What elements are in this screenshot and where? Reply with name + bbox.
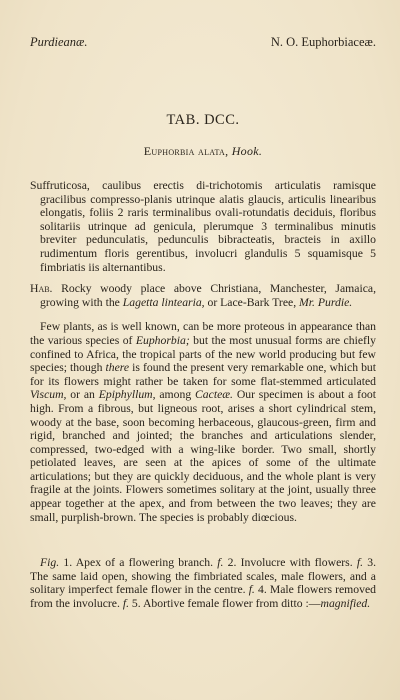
observation-text: among [159, 388, 192, 402]
habitat-text: Rocky woody place above Christiana, Manchester, Jamaica, growing with the [40, 282, 376, 309]
fig-label: Fig. [40, 556, 60, 570]
figure-explanation [30, 556, 376, 610]
running-head-right: N. O. Euphorbiaceæ. [270, 35, 376, 49]
species-name: Euphorbia alata, [143, 144, 229, 158]
species-heading [30, 144, 376, 159]
figure-text: 1. Apex of a flowering branch. [63, 556, 214, 570]
figure-text: 2. Involucre with flowers. [227, 556, 353, 570]
fig-label: f. [217, 556, 224, 570]
observation-italic: Cacteæ. [195, 388, 233, 402]
fig-label: f. [356, 556, 364, 570]
figure-text: 4. Male flowers removed from the involucre. [30, 583, 376, 611]
running-head [30, 34, 376, 50]
figure-text: 5. Abortive female flower from ditto :— [131, 597, 321, 611]
magnified-note: magnified. [320, 597, 371, 611]
plate-title: TAB. DCC. [166, 112, 240, 128]
observation-italic: Viscum, [30, 388, 67, 402]
observation-text: but the most unusual forms are chiefly confined to Africa, the tropical parts of the new world producing but few species; though [30, 333, 376, 375]
fig-label: f. [122, 597, 129, 611]
latin-diagnosis: Suffruticosa, caulibus erectis di-trichotomis articulatis ramisque gracilibus compresso-planis utrinque alatis glaucis, articulis linearibus elongatis, foliis 2 raris terminalibus ovali-rotundatis deciduis, floribus solitariis utrinque ad genicula, plerumque 3 terminalibus minutis breviter pedunculatis, pedunculis bibracteatis, bracteis in axillo rudimentum floris gerentibus, involucri glandulis 5 squamisque 5 fimbriatis iis alternantibus. [30, 179, 376, 274]
observation-text: Our specimen is about a foot high. From a fibrous, but ligneous root, arises a short cylindrical stem, woody at the base, soon becoming herbaceous, glaucous-green, firm and rigid, branched and jointed; the branches and articulations slender, compressed, two-edged with a wing-like border. Two small, shortly petiolated leaves, are seen at the apices of some of the ultimate articulations; but they are quickly deciduous, and the whole plant is very fragile at the joints. Flowers sometimes solitary at the joint, usually three appear together at the apex, and from between the two leaves; they are small, purplish-brown. The species is probably diœcious. [30, 388, 377, 524]
habitat-plant: Lagetta lintearia, [122, 295, 205, 309]
species-authority: Hook. [231, 144, 263, 158]
observation-italic: there [105, 361, 130, 375]
observation-italic: Euphorbia; [135, 333, 190, 347]
fig-label: f. [248, 583, 255, 597]
observations-paragraph [30, 320, 376, 524]
habitat-label: Hab. [30, 282, 53, 296]
observation-italic: Epiphyllum, [98, 388, 156, 402]
habitat-paragraph [30, 282, 376, 309]
observation-text: or an [70, 388, 95, 402]
observation-text: is found the present very remarkable one, which but for its flowers might rather be taken for some flat-stemmed articulated [30, 361, 377, 388]
habitat-text-after: or Lace-Bark Tree, [207, 295, 297, 309]
running-head-left: Purdieanæ. [30, 35, 88, 49]
figure-text: 3. The same laid open, showing the fimbriated scales, male flowers, and a solitary imperfect female flower in the centre. [30, 556, 377, 597]
observation-text: Few plants, as is well known, can be more proteous in appearance than the various species of [30, 320, 376, 347]
habitat-collector: Mr. Purdie. [299, 295, 353, 309]
